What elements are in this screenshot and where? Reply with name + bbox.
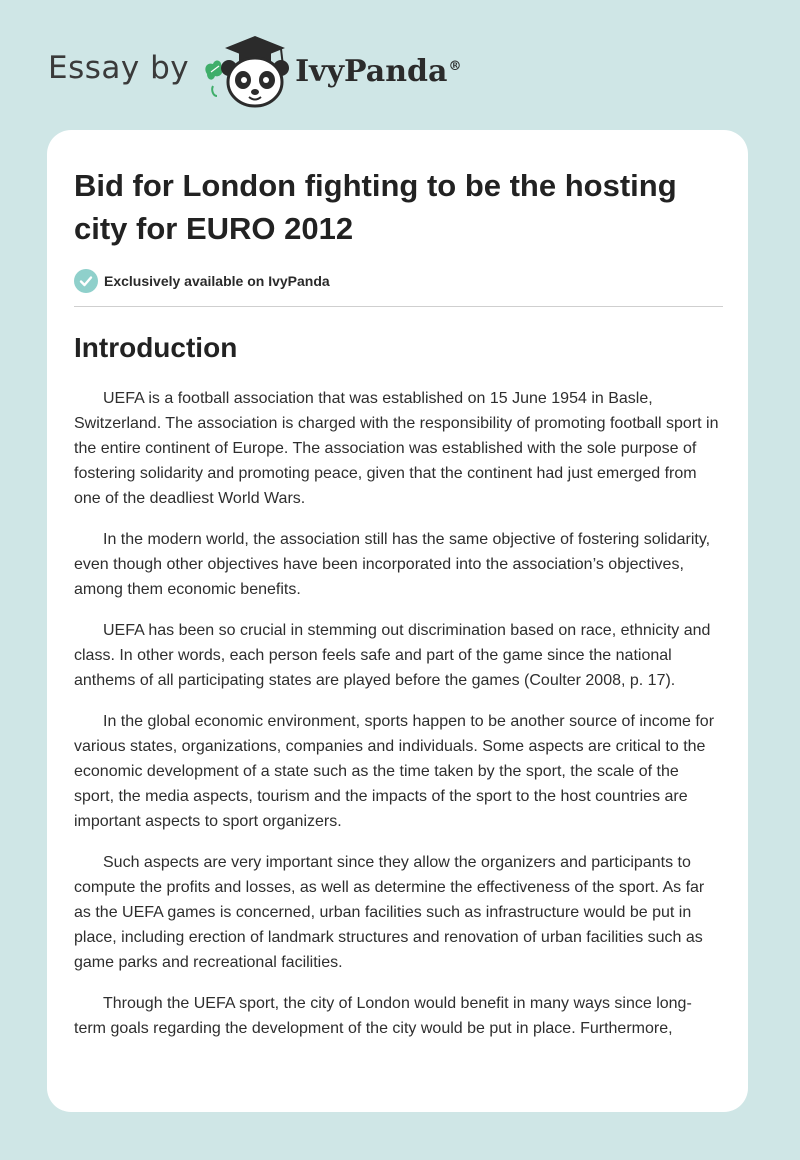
section-heading: Introduction (74, 332, 238, 363)
brand-name (295, 54, 461, 89)
registered-mark: ® (448, 58, 462, 74)
paragraph: Such aspects are very important since they allow the organizers and participants to compute the profits and losses, as well as determine the effectiveness of the sport. As far as the UEFA games is concerned, urban facilities such as infrastructure would be put in place, including erection of landmark structures and renovation of urban facilities such as game parks and recreational facilities. (74, 854, 705, 971)
paragraph: In the global economic environment, sports happen to be another source of income for various states, organizations, companies and individuals. Some aspects are critical to the economic development of a state such as the time taken by the sport, the scale of the sport, the media aspects, tourism and the impacts of the sport to the host countries are important aspects to sport organizers. (74, 713, 715, 830)
paragraph: UEFA is a football association that was established on 15 June 1954 in Basle, Switzerland. The association is charged with the responsibility of promoting football sport in the entire continent of Europe. The association was established with the sole purpose of fostering solidarity and promoting peace, given that the continent had just emerged from one of the deadliest World Wars. (74, 390, 719, 507)
check-circle-icon (74, 269, 98, 293)
panda-logo-icon (199, 30, 295, 110)
brand-header (48, 30, 461, 110)
brand-name-text: IvyPanda (295, 53, 448, 89)
divider (74, 306, 723, 307)
essay-card (47, 130, 748, 1112)
exclusive-badge-text: Exclusively available on IvyPanda (104, 273, 330, 289)
paragraph: Through the UEFA sport, the city of London would benefit in many ways since long-term goals regarding the development of the city would be put in place. Furthermore, (74, 995, 692, 1037)
paragraph: UEFA has been so crucial in stemming out discrimination based on race, ethnicity and class. In other words, each person feels safe and part of the game since the national anthems of all participating states are played before the games (Coulter 2008, p. 17). (74, 622, 711, 689)
essay-content (74, 164, 723, 1041)
paragraph: In the modern world, the association still has the same objective of fostering solidarity, even though other objectives have been incorporated into the association’s objectives, among them economic benefits. (74, 531, 711, 598)
exclusive-badge (74, 268, 723, 294)
brand-prefix: Essay by (48, 50, 190, 86)
essay-title: Bid for London fighting to be the hosting city for EURO 2012 (74, 168, 677, 246)
